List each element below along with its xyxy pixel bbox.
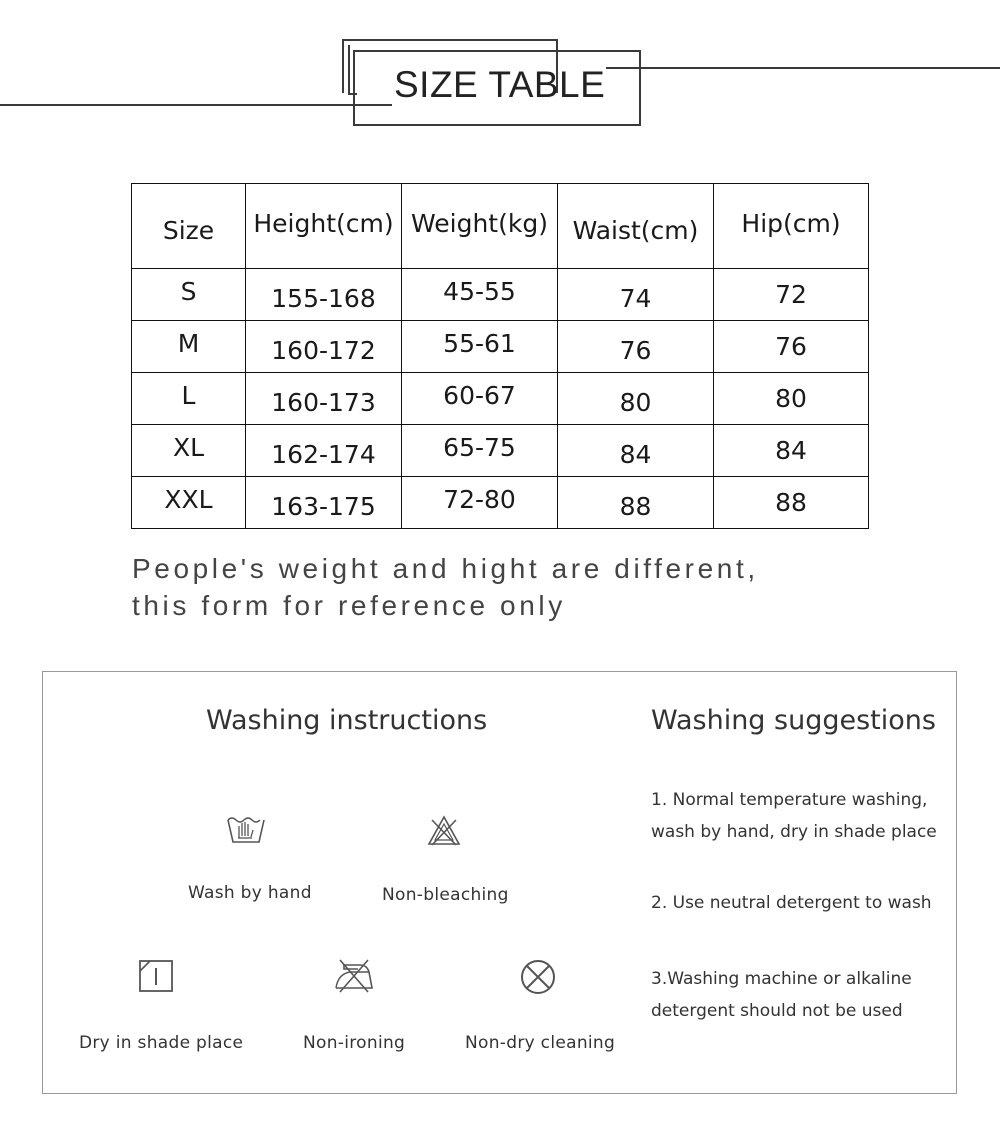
table-cell: 72 bbox=[714, 269, 869, 321]
table-cell: 76 bbox=[714, 321, 869, 373]
non-ironing-icon bbox=[332, 956, 376, 994]
table-cell: 65-75 bbox=[402, 425, 558, 477]
header-line-left bbox=[0, 104, 392, 106]
table-cell: 88 bbox=[714, 477, 869, 529]
table-cell: 55-61 bbox=[402, 321, 558, 373]
suggestion-2-line1: 2. Use neutral detergent to wash bbox=[651, 893, 932, 913]
table-cell: 84 bbox=[558, 425, 714, 477]
table-header: Waist(cm) bbox=[558, 184, 714, 269]
table-row bbox=[132, 321, 869, 373]
suggestion-2 bbox=[651, 887, 932, 919]
suggestion-1-line2: wash by hand, dry in shade place bbox=[651, 822, 937, 842]
table-header: Size bbox=[132, 184, 246, 269]
table-cell: XXL bbox=[132, 477, 246, 529]
table-cell: S bbox=[132, 269, 246, 321]
header-line-right bbox=[606, 67, 1000, 69]
table-cell: M bbox=[132, 321, 246, 373]
table-cell: 80 bbox=[714, 373, 869, 425]
label-wash-by-hand: Wash by hand bbox=[188, 883, 312, 903]
label-non-dry-cleaning: Non-dry cleaning bbox=[465, 1033, 616, 1053]
dry-in-shade-icon bbox=[137, 958, 175, 994]
table-cell: 160-172 bbox=[246, 321, 402, 373]
table-cell: XL bbox=[132, 425, 246, 477]
page-title: SIZE TABLE bbox=[394, 64, 606, 105]
table-cell: 160-173 bbox=[246, 373, 402, 425]
suggestion-1 bbox=[651, 784, 937, 848]
table-row bbox=[132, 373, 869, 425]
table-row bbox=[132, 269, 869, 321]
suggestion-3-line1: 3.Washing machine or alkaline bbox=[651, 969, 912, 989]
table-cell: 60-67 bbox=[402, 373, 558, 425]
table-cell: 88 bbox=[558, 477, 714, 529]
suggestion-1-line1: 1. Normal temperature washing, bbox=[651, 790, 928, 810]
washing-suggestions-title: Washing suggestions bbox=[651, 705, 936, 736]
hand-wash-icon bbox=[224, 810, 268, 846]
washing-instructions-title: Washing instructions bbox=[206, 705, 488, 736]
non-dry-cleaning-icon bbox=[518, 957, 558, 997]
table-header-row bbox=[132, 184, 869, 269]
reference-note-line2: this form for reference only bbox=[132, 590, 566, 621]
suggestion-3-line2: detergent should not be used bbox=[651, 1001, 903, 1021]
label-dry-in-shade: Dry in shade place bbox=[79, 1033, 244, 1053]
suggestion-3 bbox=[651, 963, 912, 1027]
table-cell: 155-168 bbox=[246, 269, 402, 321]
table-header: Weight(kg) bbox=[402, 184, 558, 269]
table-cell: 80 bbox=[558, 373, 714, 425]
reference-note-line1: People's weight and hight are different, bbox=[132, 553, 759, 584]
table-cell: 76 bbox=[558, 321, 714, 373]
table-cell: 84 bbox=[714, 425, 869, 477]
table-header: Height(cm) bbox=[246, 184, 402, 269]
table-row bbox=[132, 477, 869, 529]
size-table bbox=[131, 183, 869, 529]
non-bleaching-icon bbox=[426, 814, 462, 848]
table-cell: 45-55 bbox=[402, 269, 558, 321]
table-cell: L bbox=[132, 373, 246, 425]
label-non-ironing: Non-ironing bbox=[303, 1033, 406, 1053]
table-cell: 163-175 bbox=[246, 477, 402, 529]
table-cell: 72-80 bbox=[402, 477, 558, 529]
label-non-bleaching: Non-bleaching bbox=[382, 885, 509, 905]
table-cell: 162-174 bbox=[246, 425, 402, 477]
table-cell: 74 bbox=[558, 269, 714, 321]
table-row bbox=[132, 425, 869, 477]
table-header: Hip(cm) bbox=[714, 184, 869, 269]
